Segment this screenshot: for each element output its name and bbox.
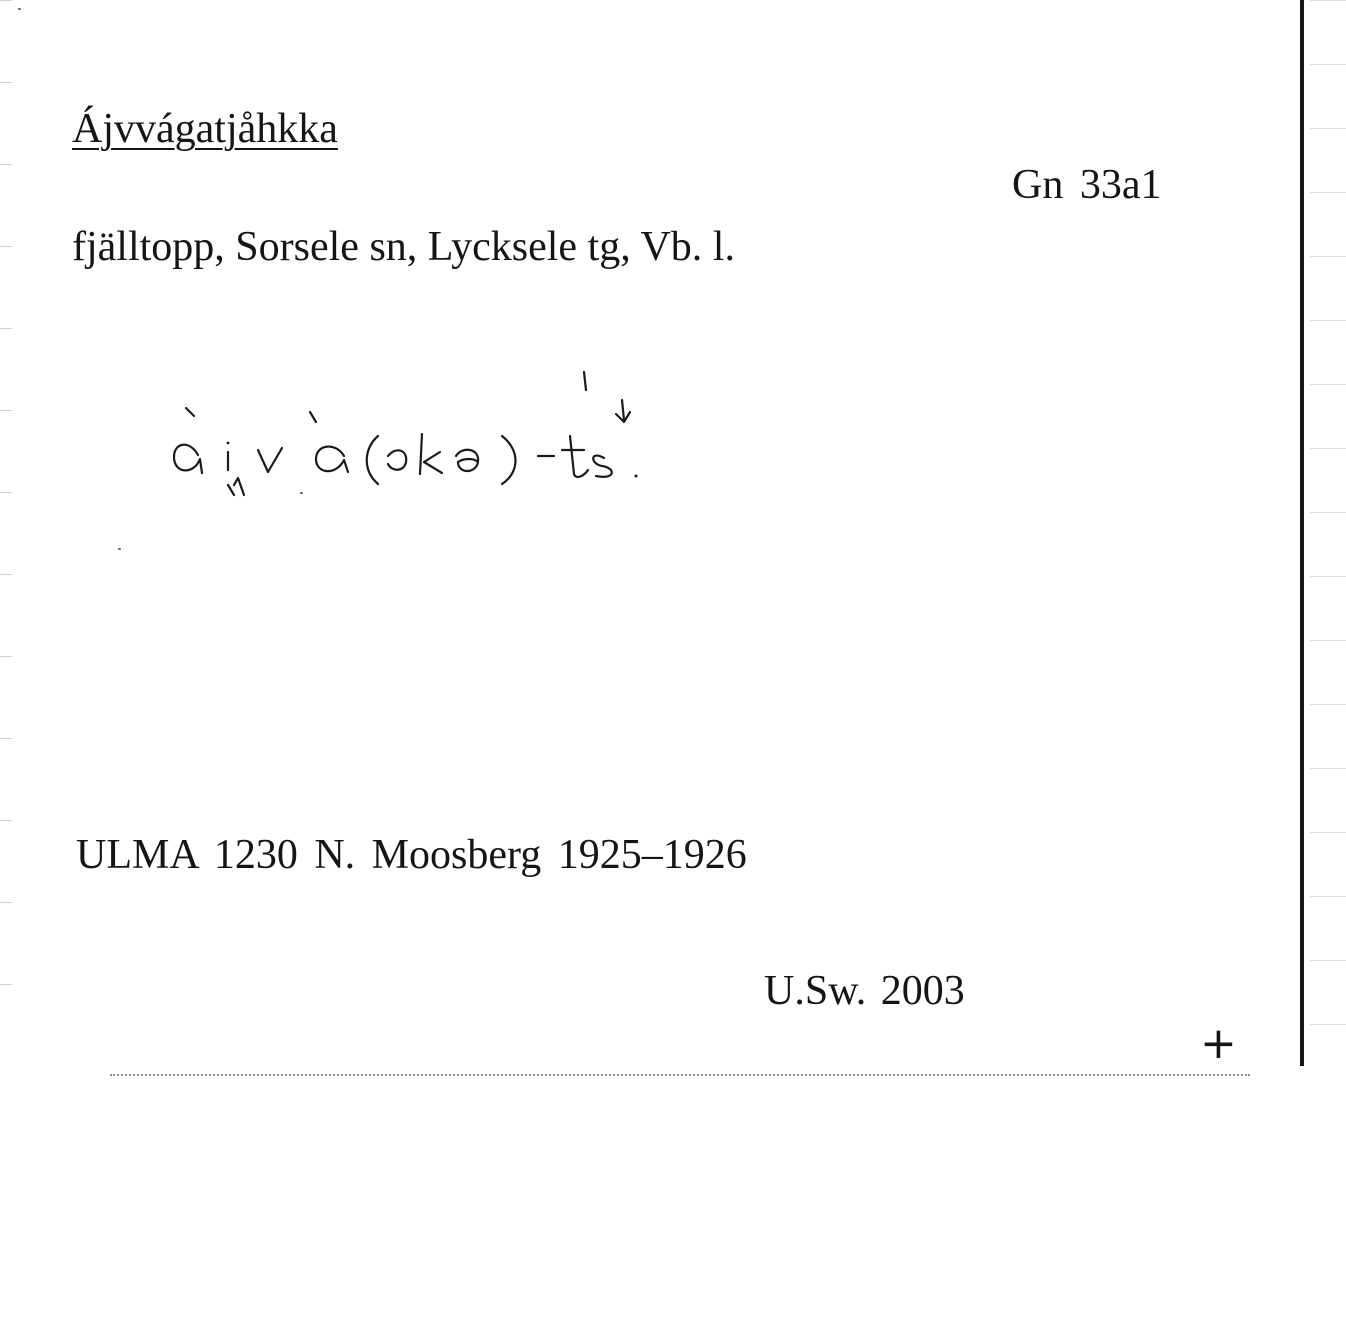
scan-speck [300, 492, 303, 494]
plus-mark: + [1200, 1018, 1237, 1069]
card-right-border [1300, 0, 1304, 1066]
scan-speck [18, 8, 21, 10]
place-description: fjälltopp, Sorsele sn, Lycksele tg, Vb. l. [72, 224, 735, 270]
archive-code: Gn 33a1 [1012, 162, 1162, 208]
editor-signature: U.Sw. 2003 [764, 968, 965, 1014]
handwritten-pronunciation [160, 360, 660, 520]
card-bottom-border [110, 1074, 1250, 1076]
card-left-edge-marks [0, 0, 12, 1066]
source-reference: ULMA 1230 N. Moosberg 1925–1926 [76, 832, 747, 878]
scan-speck [118, 548, 121, 550]
card-right-edge-marks [1310, 0, 1346, 1066]
handwriting-drawing [160, 360, 660, 520]
headword: Ájvvágatjåhkka [72, 106, 338, 152]
